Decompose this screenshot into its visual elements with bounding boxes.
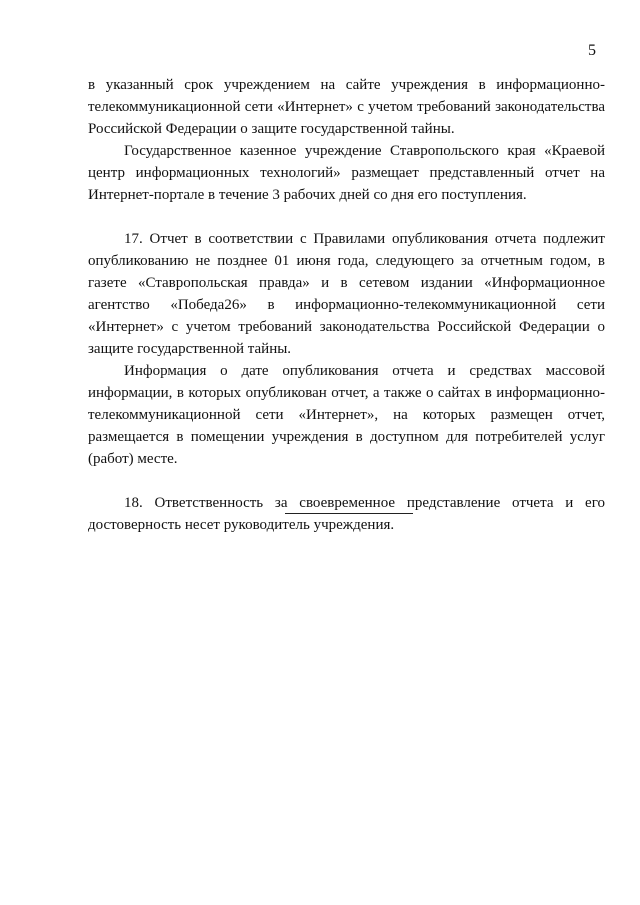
end-divider-line — [285, 513, 413, 514]
paragraph-item-18: 18. Ответственность за своевременное представление отчета и его достоверность несет руководитель учреждения. — [88, 495, 605, 533]
paragraph-regional-center: Государственное казенное учреждение Ставропольского края «Краевой центр информационных технологий» размещает представленный отчет на Интернет-портале в течение 3 рабочих дней со дня его поступления. — [88, 143, 605, 203]
page-number: 5 — [588, 42, 596, 59]
paragraph-item-17: 17. Отчет в соответствии с Правилами опубликования отчета подлежит опубликованию не позднее 01 июня года, следующего за отчетным годом, в газете «Ставропольская правда» и в сетевом издании «Информационное агентство «Победа26» в информационно-телекоммуникационной сети «Интернет» с учетом требований законодательства Российской Федерации о защите государственной тайны. — [88, 231, 605, 357]
document-body — [88, 74, 605, 536]
paragraph-gap — [88, 206, 605, 228]
paragraph-continuation: в указанный срок учреждением на сайте учреждения в информационно-телекоммуникационной сети «Интернет» с учетом требований законодательства Российской Федерации о защите государственной тайны. — [88, 77, 605, 137]
paragraph-publication-info: Информация о дате опубликования отчета и средствах массовой информации, в которых опубликован отчет, а также о сайтах в информационно-телекоммуникационной сети «Интернет», на которых размещен отчет, размещается в помещении учреждения в доступном для потребителей услуг (работ) месте. — [88, 363, 605, 467]
paragraph-gap — [88, 470, 605, 492]
